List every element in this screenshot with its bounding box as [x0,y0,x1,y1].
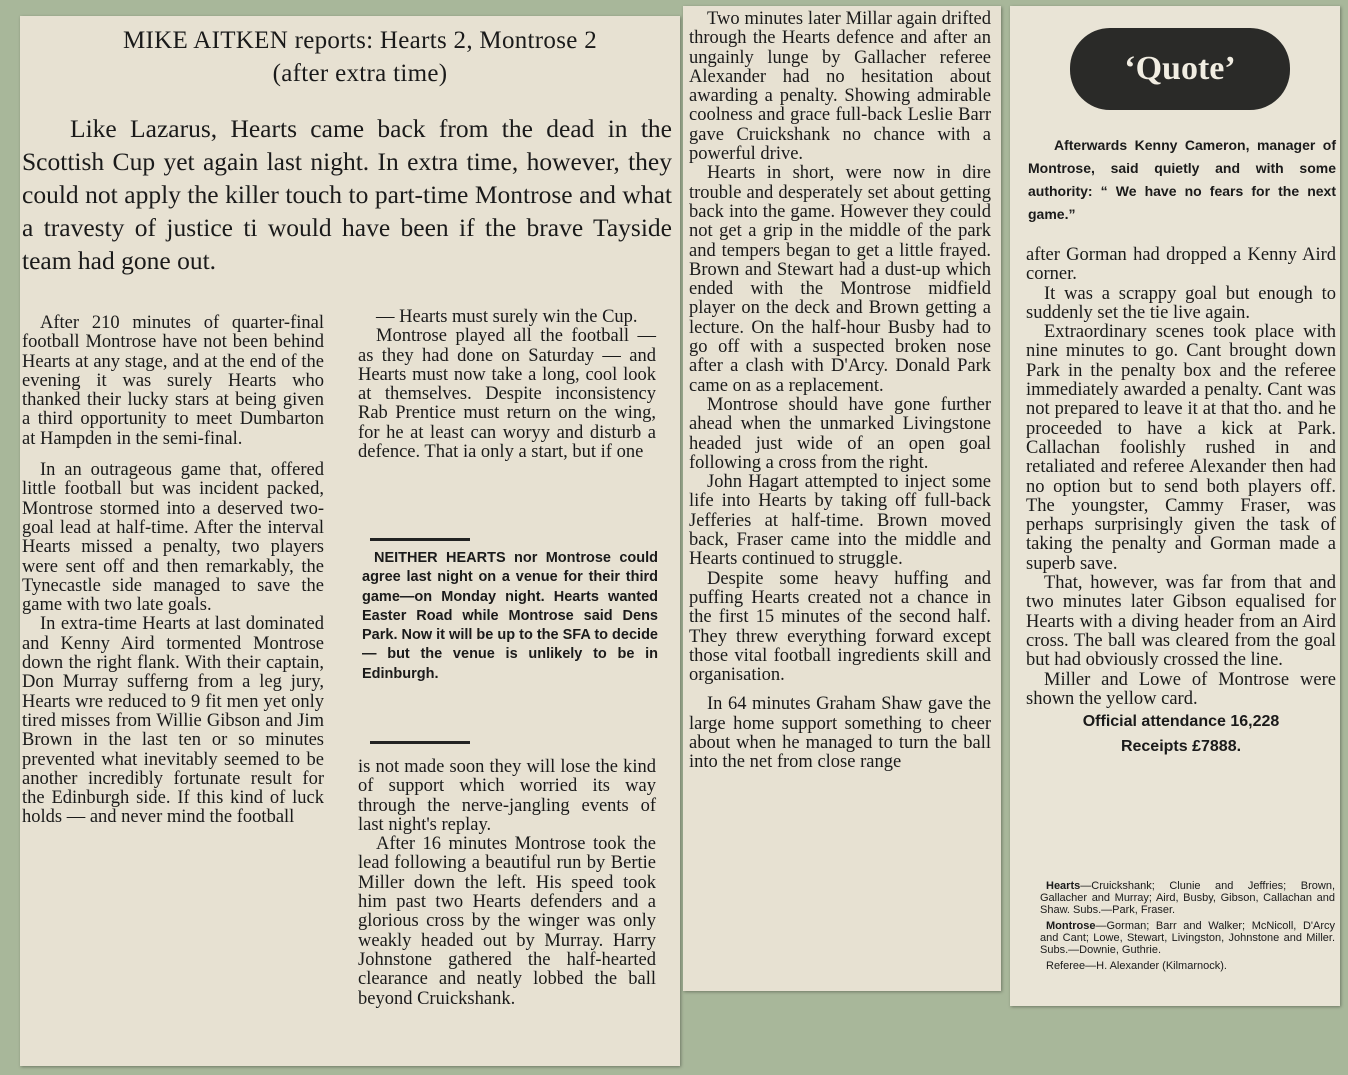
column-2-top [358,308,656,462]
clipping-left [20,16,680,1066]
attendance: Official attendance 16,228 [1082,713,1280,731]
paragraph: It was a scrappy goal but enough to suddenly set the tie live again. [1026,283,1336,323]
team-lineups [1040,880,1335,976]
hearts-lineup [1040,880,1335,916]
paragraph: Montrose should have gone further ahead when the unmarked Livingstone headed just wide of an open goal following a cross from the right. [689,394,991,473]
intro-paragraph: Like Lazarus, Hearts came back from the dead in the Scottish Cup yet again last night. In extra time, however, they could not apply the killer touch to part-time Montrose and what a travesty of justice ti would have been if the brave Tayside team had gone out. [22,114,672,275]
paragraph: — Hearts must surely win the Cup. [376,307,638,327]
paragraph: In 64 minutes Graham Shaw gave the large home support something to cheer about when he managed to turn the ball into the net from close range [689,694,991,773]
montrose-lineup [1040,920,1335,956]
column-1 [22,314,324,828]
headline-line2: (after extra time) [272,60,448,87]
column-4 [1026,246,1336,759]
receipts: Receipts £7888. [1120,738,1242,756]
paragraph: John Hagart attempted to inject some life into Hearts by taking off full-back Jefferies at half-time. Brown moved back, Fraser came into the middle and Hearts continued to struggle. [689,472,991,570]
paragraph: In extra-time Hearts at last dominated and Kenny Aird tormented Montrose down the right flank. With their captain, Don Murray sufferng from a leg jury, Hearts wre reduced to 9 fit men yet only tired misses from Willie Gibson and Jim Brown in the last ten or so minutes prevented what inevitably seemed to be another incredibly fortunate result for the Edinburgh side. If this kind of luck holds — and never mind the football [22,614,324,828]
paragraph: That, however, was far from that and two minutes later Gibson equalised for Hearts with a diving header from an Aird cross. The ball was cleared from the goal but had obviously crossed the line. [1026,573,1336,671]
hearts-label: Hearts [1046,880,1081,892]
box-rule-bottom [370,741,470,744]
hearts-players: —Cruickshank; Clunie and Jeffries; Brown, Gallacher and Murray; Aird, Busby, Gibson, Callachan and Shaw. Subs.—Park, Fraser. [1040,880,1335,916]
montrose-players: —Gorman; Barr and Walker; McNicoll, D'Arcy and Cant; Lowe, Stewart, Livingston, Johnstone and Miller. Subs.—Downie, Guthrie. [1040,920,1335,956]
paragraph: is not made soon they will lose the kind of support which worried its way through the nerve-jangling events of last night's replay. [358,757,656,835]
venue-box [362,549,658,684]
paragraph: Montrose played all the football — as they had done on Saturday — and Hearts must now take a long, cool look at themselves. Despite inconsistency Rab Prentice must return on the wing, for he at least can woryy and disturb a defence. That ia only a start, but if one [358,326,656,463]
column-2-bottom [358,758,656,1009]
clipping-right [1010,6,1340,1006]
headline [40,24,680,90]
box-rule-top [370,538,470,541]
clipping-middle [683,6,1001,991]
venue-box-text: NEITHER HEARTS nor Montrose could agree last night on a venue for their third game—on Monday night. Hearts wanted Easter Road while Montrose said Dens Park. Now it will be up to the SFA to decide — but the venue is unlikely to be in Edinburgh. [362,550,658,682]
paragraph: Despite some heavy huffing and puffing Hearts created not a chance in the first 15 minutes of the second half. They threw everything forward except those vital football ingredients skill and organisation. [689,568,991,686]
column-3 [689,10,991,773]
quote-badge [1070,28,1290,110]
referee: Referee—H. Alexander (Kilmarnock). [1046,960,1227,972]
paragraph: Extraordinary scenes took place with nine minutes to go. Cant brought down Park in the penalty box and the referee immediately awarded a penalty. Cant was not prepared to leave it at that tho. and he proceeded to have a kick at Park. Callachan foolishly rushed in and retaliated and referee Alexander then had no option but to send both players off. The youngster, Cammy Fraser, was perhaps surprisingly given the task of taking the penalty and Gorman made a superb save. [1026,322,1336,574]
paragraph: Two minutes later Millar again drifted through the Hearts defence and after an ungainly lunge by Gallacher referee Alexander had no hesitation about awarding a penalty. Showing admirable coolness and grace full-back Leslie Barr gave Cruickshank no chance with a powerful drive. [689,9,991,165]
paragraph: After 210 minutes of quarter-final football Montrose have not been behind Hearts at any stage, and at the end of the evening it was surely Hearts who thanked their lucky stars at being given a third opportunity to meet Dumbarton at Hampden in the semi-final. [22,313,324,449]
paragraph: Miller and Lowe of Montrose were shown the yellow card. [1026,669,1336,709]
quote-paragraph: Afterwards Kenny Cameron, manager of Montrose, said quietly and with some authority: “ We have no fears for the next game.” [1028,137,1336,222]
quote-badge-label: ‘Quote’ [1124,50,1236,87]
paragraph: after Gorman had dropped a Kenny Aird corner. [1026,245,1336,285]
quote-text [1028,134,1336,226]
montrose-label: Montrose [1046,920,1096,932]
paragraph: In an outrageous game that, offered little football but was incident packed, Montrose stormed into a deserved two-goal lead at half-time. After the interval Hearts missed a penalty, two players were sent off and then remarkably, the Tynecastle side managed to save the game with two late goals. [22,460,324,616]
paragraph: Hearts in short, were now in dire trouble and desperately set about getting back into the game. However they could not get a grip in the middle of the park and tempers began to get a little frayed. Brown and Stewart had a dust-up which ended with the Montrose midfield player on the deck and Brown getting a lecture. On the half-hour Busby had to go off with a suspected broken nose after a clash with D'Arcy. Donald Park came on as a replacement. [689,163,991,396]
headline-line1: MIKE AITKEN reports: Hearts 2, Montrose 2 [122,27,598,54]
paragraph: After 16 minutes Montrose took the lead following a beautiful run by Bertie Miller down the left. His speed took him past two Hearts defenders and a glorious cross by the winger was only weakly headed out by Murray. Harry Johnstone gathered the half-hearted clearance and neatly lobbed the ball beyond Cruickshank. [358,834,656,1009]
